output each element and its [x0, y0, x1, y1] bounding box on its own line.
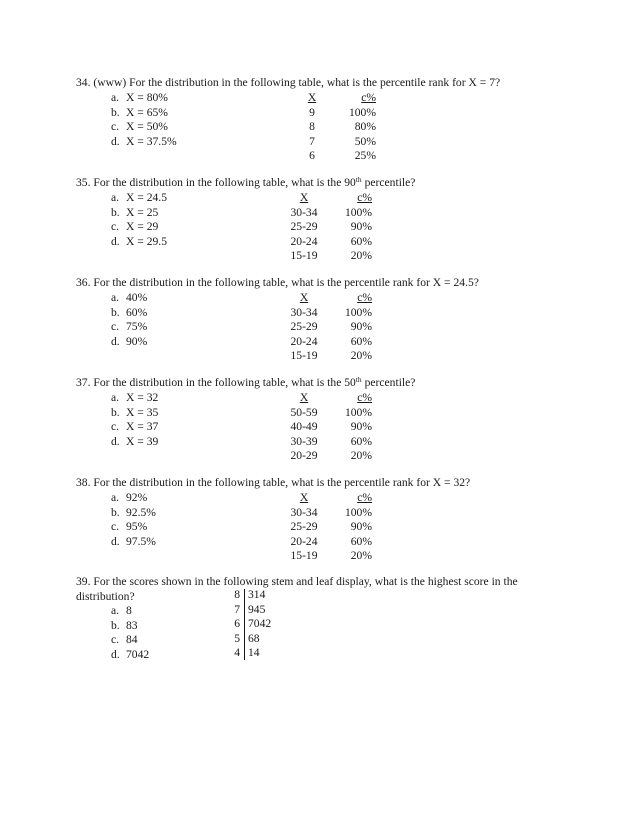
question-34-options [111, 91, 177, 149]
table-header-cpct: c% [357, 491, 372, 504]
stem-value: 7 [234, 602, 240, 616]
stem-value: 6 [234, 617, 240, 631]
option-c [111, 120, 177, 135]
table-cell-x: 15-19 [290, 549, 318, 563]
option-letter: d. [111, 234, 120, 248]
table-row [284, 220, 372, 235]
table-row [284, 320, 372, 335]
table-cell-x: 25-29 [290, 220, 318, 234]
option-letter: d. [111, 134, 120, 148]
table-row [284, 506, 372, 521]
table-header-row [298, 91, 376, 106]
option-letter: b. [111, 405, 120, 419]
option-letter: b. [111, 105, 120, 119]
option-d [111, 535, 156, 550]
option-d [111, 648, 149, 663]
table-cell-cpct: 60% [350, 234, 372, 248]
question-35-text [76, 176, 415, 191]
table-cell-cpct: 20% [350, 349, 372, 363]
stem-leaf-divider [244, 589, 245, 660]
question-38-text: 38. For the distribution in the following table, what is the percentile rank for X = 32? [76, 476, 471, 489]
option-letter: a. [111, 604, 120, 617]
option-d [111, 135, 177, 150]
option-c [111, 633, 149, 648]
table-cell-cpct: 20% [350, 449, 372, 463]
option-text: X = 65% [126, 105, 168, 119]
option-text: 92% [126, 491, 148, 504]
table-cell-x: 30-34 [290, 305, 318, 319]
table-cell-x: 15-19 [290, 249, 318, 263]
option-letter: c. [111, 320, 120, 334]
option-a [111, 291, 147, 306]
table-cell-x: 6 [309, 149, 315, 163]
option-letter: d. [111, 334, 120, 348]
stem-leaf-display [230, 588, 271, 661]
table-cell-x: 30-39 [290, 434, 318, 448]
leaf-values: 945 [248, 602, 266, 616]
option-letter: a. [111, 391, 120, 404]
option-text: X = 37.5% [126, 134, 177, 148]
table-row [284, 349, 372, 364]
option-b [111, 506, 156, 521]
question-36-table [284, 291, 372, 364]
option-text: X = 25 [126, 205, 159, 219]
option-letter: a. [111, 191, 120, 204]
option-text: 83 [126, 618, 138, 632]
table-row [298, 149, 376, 164]
stem-value: 8 [234, 588, 240, 601]
table-cell-cpct: 60% [350, 434, 372, 448]
question-37-table [284, 391, 372, 464]
table-cell-x: 9 [309, 105, 315, 119]
table-cell-cpct: 90% [350, 220, 372, 234]
question-36-text: 36. For the distribution in the following table, what is the percentile rank for X = 24.5? [76, 276, 479, 289]
table-row [284, 549, 372, 564]
option-text: 97.5% [126, 534, 156, 548]
question-38-options [111, 491, 156, 549]
option-text: X = 80% [126, 91, 168, 104]
table-cell-x: 40-49 [290, 420, 318, 434]
option-text: X = 29 [126, 220, 159, 234]
question-text-part: 37. For the distribution in the following table, what is the 50 [76, 376, 356, 389]
option-c [111, 520, 156, 535]
option-b [111, 206, 167, 221]
table-cell-cpct: 90% [350, 420, 372, 434]
option-text: 60% [126, 305, 148, 319]
question-36-options [111, 291, 147, 349]
stem-value: 5 [234, 631, 240, 645]
table-cell-x: 25-29 [290, 520, 318, 534]
option-letter: d. [111, 647, 120, 661]
table-cell-x: 30-34 [290, 205, 318, 219]
option-text: X = 35 [126, 405, 159, 419]
table-cell-cpct: 90% [350, 520, 372, 534]
stem-leaf-row [230, 646, 271, 661]
table-header-x: X [299, 291, 309, 304]
table-cell-cpct: 100% [344, 305, 372, 319]
option-a [111, 191, 167, 206]
stem-leaf-row [230, 632, 271, 647]
option-a [111, 604, 149, 619]
table-cell-cpct: 50% [354, 134, 376, 148]
stem-leaf-row [230, 588, 271, 603]
table-header-x: X [299, 191, 309, 204]
table-cell-cpct: 60% [350, 534, 372, 548]
table-header-x: X [299, 491, 309, 504]
option-letter: d. [111, 534, 120, 548]
leaf-values: 14 [248, 646, 260, 660]
leaf-values: 314 [248, 588, 266, 601]
option-b [111, 619, 149, 634]
table-cell-x: 15-19 [290, 349, 318, 363]
table-cell-cpct: 90% [350, 320, 372, 334]
option-letter: c. [111, 520, 120, 534]
table-row [298, 120, 376, 135]
option-text: 75% [126, 320, 148, 334]
option-letter: a. [111, 91, 120, 104]
question-35-options [111, 191, 167, 249]
table-header-x: X [299, 391, 309, 404]
option-b [111, 106, 177, 121]
question-37-options [111, 391, 158, 449]
question-35-table [284, 191, 372, 264]
table-cell-x: 7 [309, 134, 315, 148]
question-text-part: percentile? [361, 176, 416, 189]
option-text: 95% [126, 520, 148, 534]
option-letter: a. [111, 491, 120, 504]
table-cell-x: 20-24 [290, 334, 318, 348]
question-text-sup: th [355, 375, 362, 384]
table-cell-cpct: 100% [348, 105, 376, 119]
table-cell-cpct: 100% [344, 205, 372, 219]
option-text: X = 32 [126, 391, 159, 404]
table-row [284, 206, 372, 221]
option-text: X = 37 [126, 420, 159, 434]
table-row [284, 249, 372, 264]
question-34-text: 34. (www) For the distribution in the following table, what is the percentile rank for X = 7? [76, 76, 501, 89]
table-cell-x: 20-29 [290, 449, 318, 463]
leaf-values: 7042 [248, 617, 272, 631]
table-row [284, 420, 372, 435]
option-letter: a. [111, 291, 120, 304]
option-d [111, 435, 158, 450]
table-header-cpct: c% [361, 91, 376, 104]
table-header-row [284, 191, 372, 206]
table-header-cpct: c% [357, 291, 372, 304]
option-text: 92.5% [126, 505, 156, 519]
stem-leaf-row [230, 603, 271, 618]
option-text: X = 24.5 [126, 191, 167, 204]
option-b [111, 306, 147, 321]
table-cell-x: 20-24 [290, 234, 318, 248]
stem-leaf-row [230, 617, 271, 632]
option-letter: c. [111, 420, 120, 434]
table-row [284, 449, 372, 464]
table-cell-x: 20-24 [290, 534, 318, 548]
question-text-sup: th [355, 175, 362, 184]
table-row [298, 106, 376, 121]
option-letter: c. [111, 220, 120, 234]
table-row [284, 435, 372, 450]
table-cell-cpct: 20% [350, 249, 372, 263]
option-a [111, 491, 156, 506]
table-row [284, 306, 372, 321]
table-cell-x: 25-29 [290, 320, 318, 334]
table-header-cpct: c% [357, 391, 372, 404]
table-row [284, 535, 372, 550]
option-text: 40% [126, 291, 148, 304]
option-text: X = 29.5 [126, 234, 167, 248]
table-row [284, 520, 372, 535]
table-cell-x: 50-59 [290, 405, 318, 419]
table-cell-cpct: 80% [354, 120, 376, 134]
question-text-part: percentile? [361, 376, 416, 389]
option-b [111, 406, 158, 421]
table-row [298, 135, 376, 150]
leaf-values: 68 [248, 631, 260, 645]
table-cell-cpct: 25% [354, 149, 376, 163]
question-39-text: 39. For the scores shown in the following stem and leaf display, what is the highest score in the distribution? [76, 575, 518, 603]
stem-value: 4 [234, 646, 240, 660]
option-text: 84 [126, 633, 138, 647]
table-cell-cpct: 60% [350, 334, 372, 348]
question-38-table [284, 491, 372, 564]
table-cell-cpct: 100% [344, 505, 372, 519]
table-header-row [284, 291, 372, 306]
question-37-text [76, 376, 415, 391]
option-c [111, 420, 158, 435]
option-letter: b. [111, 205, 120, 219]
question-text-part: 35. For the distribution in the following table, what is the 90 [76, 176, 356, 189]
question-34-table [298, 91, 376, 164]
option-c [111, 220, 167, 235]
option-letter: c. [111, 120, 120, 134]
table-header-x: X [307, 91, 317, 104]
option-letter: b. [111, 505, 120, 519]
option-letter: c. [111, 633, 120, 647]
option-d [111, 235, 167, 250]
option-letter: d. [111, 434, 120, 448]
option-a [111, 391, 158, 406]
option-text: 7042 [126, 647, 150, 661]
table-cell-cpct: 20% [350, 549, 372, 563]
table-cell-cpct: 100% [344, 405, 372, 419]
table-row [284, 235, 372, 250]
table-cell-x: 8 [309, 120, 315, 134]
table-cell-x: 30-34 [290, 505, 318, 519]
option-d [111, 335, 147, 350]
option-letter: b. [111, 305, 120, 319]
option-letter: b. [111, 618, 120, 632]
option-text: 8 [126, 604, 132, 617]
question-39-options [111, 604, 149, 662]
table-row [284, 406, 372, 421]
table-header-row [284, 491, 372, 506]
option-text: 90% [126, 334, 148, 348]
table-header-row [284, 391, 372, 406]
option-text: X = 50% [126, 120, 168, 134]
table-row [284, 335, 372, 350]
option-a [111, 91, 177, 106]
table-header-cpct: c% [357, 191, 372, 204]
option-c [111, 320, 147, 335]
option-text: X = 39 [126, 434, 159, 448]
